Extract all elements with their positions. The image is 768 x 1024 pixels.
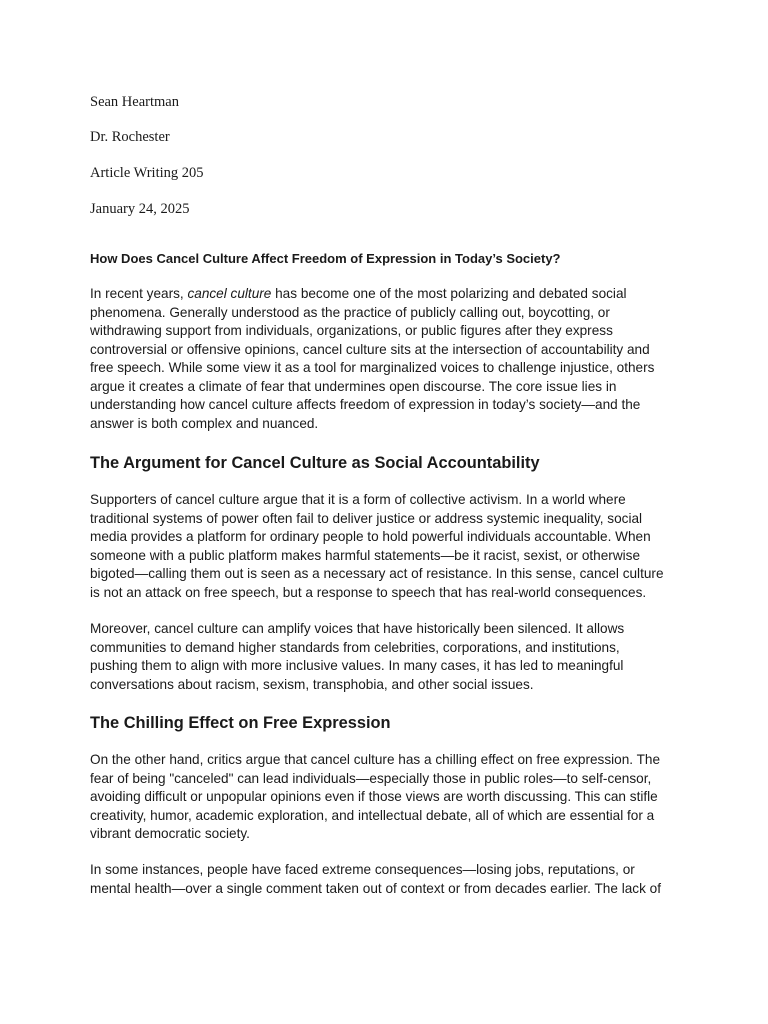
paragraph-line: understanding how cancel culture affects freedom of expression in today’s society—and the xyxy=(90,397,641,412)
emphasis-text: cancel culture xyxy=(187,286,272,301)
paragraph-line: vibrant democratic society. xyxy=(90,826,250,841)
paragraph-line: conversations about racism, sexism, transphobia, and other social issues. xyxy=(90,676,534,692)
paragraph-line: controversial or offensive opinions, cancel culture sits at the intersection of accountability and xyxy=(90,341,650,357)
paragraph-line: someone with a public platform makes harmful statements—be it racist, sexist, or otherwise xyxy=(90,547,641,563)
document-title: How Does Cancel Culture Affect Freedom of Expression in Today’s Society? xyxy=(90,251,561,266)
intro-paragraph xyxy=(90,285,680,433)
paragraph-line: Supporters of cancel culture argue that it is a form of collective activism. In a world where xyxy=(90,492,626,507)
paragraph-line: fear of being "canceled" can lead individuals—especially those in public roles—to self-censor, xyxy=(90,770,652,786)
paragraph-line: answer is both complex and nuanced. xyxy=(90,415,319,431)
paragraph-line xyxy=(90,285,680,304)
paragraph-line: avoiding difficult or unpopular opinions even if those views are worth discussing. This can stifle xyxy=(90,789,658,804)
paragraph-line: is not an attack on free speech, but a response to speech that has real-world consequences. xyxy=(90,584,647,600)
paragraph-line: pushing them to align with more inclusive values. In many cases, it has led to meaningful xyxy=(90,658,624,673)
paragraph-line: creativity, humor, academic exploration, and intellectual debate, all of which are essential for a xyxy=(90,807,655,823)
section2-paragraph-2 xyxy=(90,861,680,898)
text-run: has become one of the most polarizing and debated social xyxy=(271,286,627,301)
paragraph-line: traditional systems of power often fail to deliver justice or address systemic inequality, social xyxy=(90,510,643,526)
paragraph-line: withdrawing support from individuals, organizations, or public figures after they express xyxy=(90,323,613,338)
section-heading-chilling-effect: The Chilling Effect on Free Expression xyxy=(90,714,391,732)
paragraph-line: communities to demand higher standards from celebrities, corporations, and institutions, xyxy=(90,639,620,655)
instructor-name: Dr. Rochester xyxy=(90,129,170,145)
section2-paragraph-1 xyxy=(90,751,680,844)
paragraph-line: In some instances, people have faced extreme consequences—losing jobs, reputations, or xyxy=(90,862,635,877)
section1-paragraph-1 xyxy=(90,491,680,602)
paragraph-line: bigoted—calling them out is seen as a necessary act of resistance. In this sense, cancel culture xyxy=(90,566,664,581)
paragraph-line: phenomena. Generally understood as the practice of publicly calling out, boycotting, or xyxy=(90,304,610,320)
paragraph-line: Moreover, cancel culture can amplify voices that have historically been silenced. It allows xyxy=(90,621,625,636)
section1-paragraph-2 xyxy=(90,620,680,694)
section-heading-accountability: The Argument for Cancel Culture as Social Accountability xyxy=(90,454,540,472)
document-date: January 24, 2025 xyxy=(90,201,190,217)
paragraph-line: media provides a platform for ordinary people to hold powerful individuals accountable. When xyxy=(90,529,651,544)
paragraph-line: argue it creates a climate of fear that undermines open discourse. The core issue lies in xyxy=(90,378,617,394)
paragraph-line: On the other hand, critics argue that cancel culture has a chilling effect on free expression. The xyxy=(90,752,661,767)
text-run: In recent years, xyxy=(90,286,188,301)
paragraph-line: mental health—over a single comment taken out of context or from decades earlier. The lack of xyxy=(90,880,661,896)
paragraph-line: free speech. While some view it as a tool for marginalized voices to challenge injustice, others xyxy=(90,360,655,375)
author-name: Sean Heartman xyxy=(90,94,179,110)
course-name: Article Writing 205 xyxy=(90,165,204,181)
